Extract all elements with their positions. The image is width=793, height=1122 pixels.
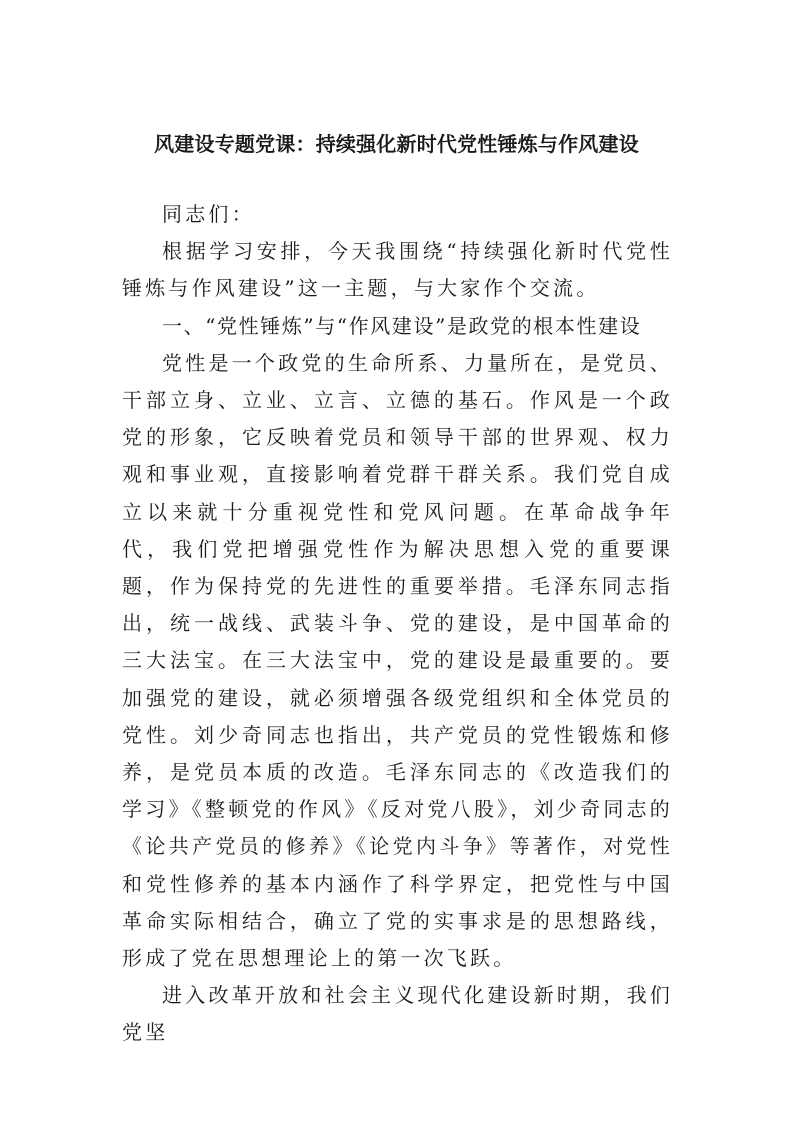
intro-paragraph: 根据学习安排，今天我围绕“持续强化新时代党性锤炼与作风建设”这一主题，与大家作个交流。 (122, 239, 673, 301)
body-paragraph-continued: 进入改革开放和社会主义现代化建设新时期，我们党坚 (122, 983, 673, 1045)
body-paragraph: 党性是一个政党的生命所系、力量所在，是党员、干部立身、立业、立言、立德的基石。作风是一个政党的形象，它反映着党员和领导干部的世界观、权力观和事业观，直接影响着党群干群关系。我们党自成立以来就十分重视党性和党风问题。在革命战争年代，我们党把增强党性作为解决思想入党的重要课题，作为保持党的先进性的重要举措。毛泽东同志指出，统一战线、武装斗争、党的建设，是中国革命的三大法宝。在三大法宝中，党的建设是最重要的。要加强党的建设，就必须增强各级党组织和全体党员的党性。刘少奇同志也指出，共产党员的党性锻炼和修养，是党员本质的改造。毛泽东同志的《改造我们的学习》《整顿党的作风》《反对党八股》，刘少奇同志的《论共产党员的修养》《论党内斗争》等著作，对党性和党性修养的基本内涵作了科学界定，把党性与中国革命实际相结合，确立了党的实事求是的思想路线，形成了党在思想理论上的第一次飞跃。 (122, 350, 673, 971)
salutation-paragraph: 同志们： (162, 202, 255, 226)
document-title: 风建设专题党课：持续强化新时代党性锤炼与作风建设 (154, 132, 639, 156)
document-body (122, 196, 673, 1052)
section-heading: 一、“党性锤炼”与“作风建设”是政党的根本性建设 (162, 313, 642, 338)
